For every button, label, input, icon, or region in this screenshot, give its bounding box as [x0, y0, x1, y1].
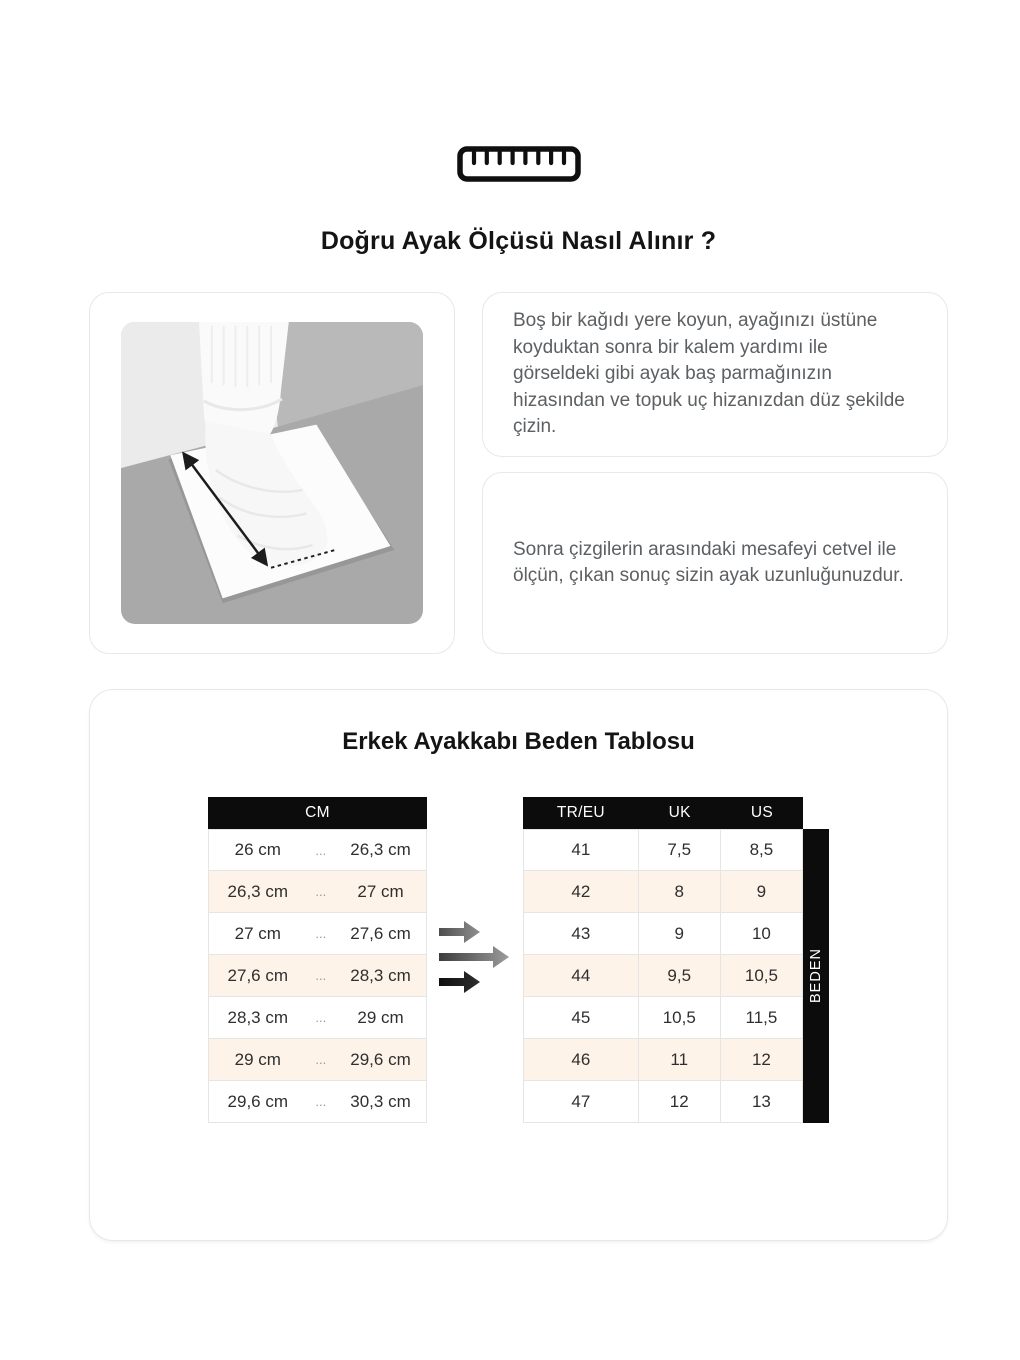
size-guide-page	[89, 0, 948, 1241]
size-row: 44 9,5 10,5	[523, 955, 803, 997]
tables-row	[90, 797, 947, 1123]
size-row: 47 12 13	[523, 1081, 803, 1123]
cm-row: 27,6 cm ... 28,3 cm	[208, 955, 427, 997]
cm-table-header: CM	[208, 797, 427, 829]
col-header-tr-eu: TR/EU	[523, 797, 639, 829]
col-header-uk: UK	[639, 797, 721, 829]
foot-measure-illustration	[121, 322, 423, 624]
cm-row: 28,3 cm ... 29 cm	[208, 997, 427, 1039]
size-row: 43 9 10	[523, 913, 803, 955]
cm-row: 26,3 cm ... 27 cm	[208, 871, 427, 913]
size-table-title: Erkek Ayakkabı Beden Tablosu	[342, 728, 695, 755]
cm-row: 29 cm ... 29,6 cm	[208, 1039, 427, 1081]
size-row: 41 7,5 8,5	[523, 829, 803, 871]
size-table-panel	[89, 689, 948, 1241]
beden-side-label	[803, 829, 829, 1123]
col-header-us: US	[721, 797, 803, 829]
beden-label-text: BEDEN	[808, 948, 824, 1004]
conversion-arrows-icon	[427, 797, 523, 994]
step-2-text: Sonra çizgilerin arasındaki mesafeyi cetvel ile ölçün, çıkan sonuç sizin ayak uzunluğunuzdur.	[513, 538, 904, 586]
cm-table	[208, 797, 427, 1123]
size-table-header-row	[523, 797, 803, 829]
size-table	[523, 797, 803, 1123]
size-row: 42 8 9	[523, 871, 803, 913]
size-row: 46 11 12	[523, 1039, 803, 1081]
cm-row: 26 cm ... 26,3 cm	[208, 829, 427, 871]
instruction-cards	[482, 292, 948, 654]
cm-row: 29,6 cm ... 30,3 cm	[208, 1081, 427, 1123]
foot-photo-card	[89, 292, 455, 654]
size-table-group	[523, 797, 829, 1123]
size-row: 45 10,5 11,5	[523, 997, 803, 1039]
ruler-icon	[457, 146, 581, 182]
step-1-text: Boş bir kağıdı yere koyun, ayağınızı üstüne koyduktan sonra bir kalem yardımı ile görseldeki gibi ayak baş parmağınızın hizasından ve topuk uç hizanızdan düz şekilde çizin.	[513, 310, 905, 438]
page-title: Doğru Ayak Ölçüsü Nasıl Alınır ?	[320, 227, 717, 255]
guide-header	[89, 146, 948, 256]
step-1-card	[482, 292, 948, 457]
step-2-card	[482, 472, 948, 654]
cm-row: 27 cm ... 27,6 cm	[208, 913, 427, 955]
how-to-section	[89, 292, 948, 654]
